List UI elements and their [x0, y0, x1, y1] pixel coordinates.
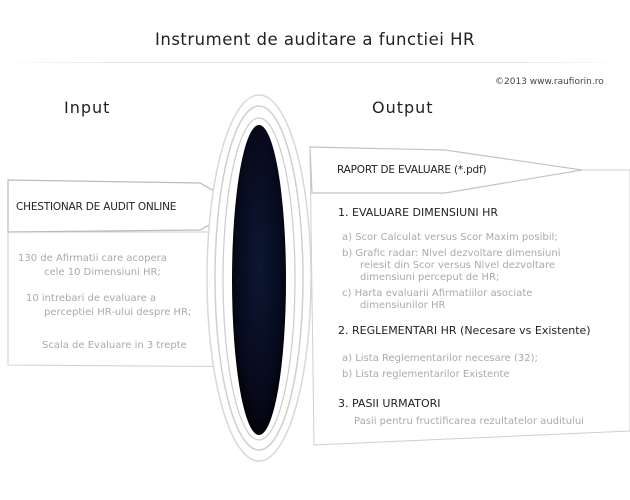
output-item-line: dimensiuni perceput de HR; — [360, 272, 500, 283]
output-item-line: c) Harta evaluarii Afirmatiilor asociate — [342, 288, 533, 299]
input-item-line: 130 de Afirmatii care acopera — [18, 253, 167, 264]
output-item-line: b) Lista reglementarilor Existente — [342, 369, 510, 380]
input-item-line: 10 intrebari de evaluare a — [26, 293, 156, 304]
copyright-notice: ©2013 www.raufiorin.ro — [495, 77, 604, 87]
input-arrow-label: CHESTIONAR DE AUDIT ONLINE — [16, 201, 177, 213]
output-arrow-label: RAPORT DE EVALUARE (*.pdf) — [337, 164, 487, 176]
output-item-line: a) Scor Calculat versus Scor Maxim posibil; — [342, 232, 558, 243]
output-section-title: 3. PASII URMATORI — [338, 397, 441, 410]
input-item-line: perceptiei HR-ului despre HR; — [44, 307, 192, 318]
output-item-line: Pasii pentru fructificarea rezultatelor auditului — [354, 416, 584, 427]
output-section-title: 2. REGLEMENTARI HR (Necesare vs Existente) — [338, 324, 591, 337]
output-item-line: a) Lista Reglementarilor necesare (32); — [342, 353, 538, 364]
output-item-line: reiesit din Scor versus Nivel dezvoltare — [360, 260, 556, 271]
input-heading: Input — [64, 98, 111, 117]
output-item-line: dimensiunilor HR — [360, 300, 446, 311]
input-item-line: Scala de Evaluare in 3 trepte — [42, 340, 187, 351]
output-item-line: b) Grafic radar: Nivel dezvoltare dimensiuni — [342, 248, 561, 259]
output-heading: Output — [372, 98, 434, 117]
lens-core — [232, 125, 286, 435]
input-item-line: cele 10 Dimensiuni HR; — [44, 267, 161, 278]
page-title: Instrument de auditare a functiei HR — [155, 30, 475, 49]
output-section-title: 1. EVALUARE DIMENSIUNI HR — [338, 206, 499, 219]
